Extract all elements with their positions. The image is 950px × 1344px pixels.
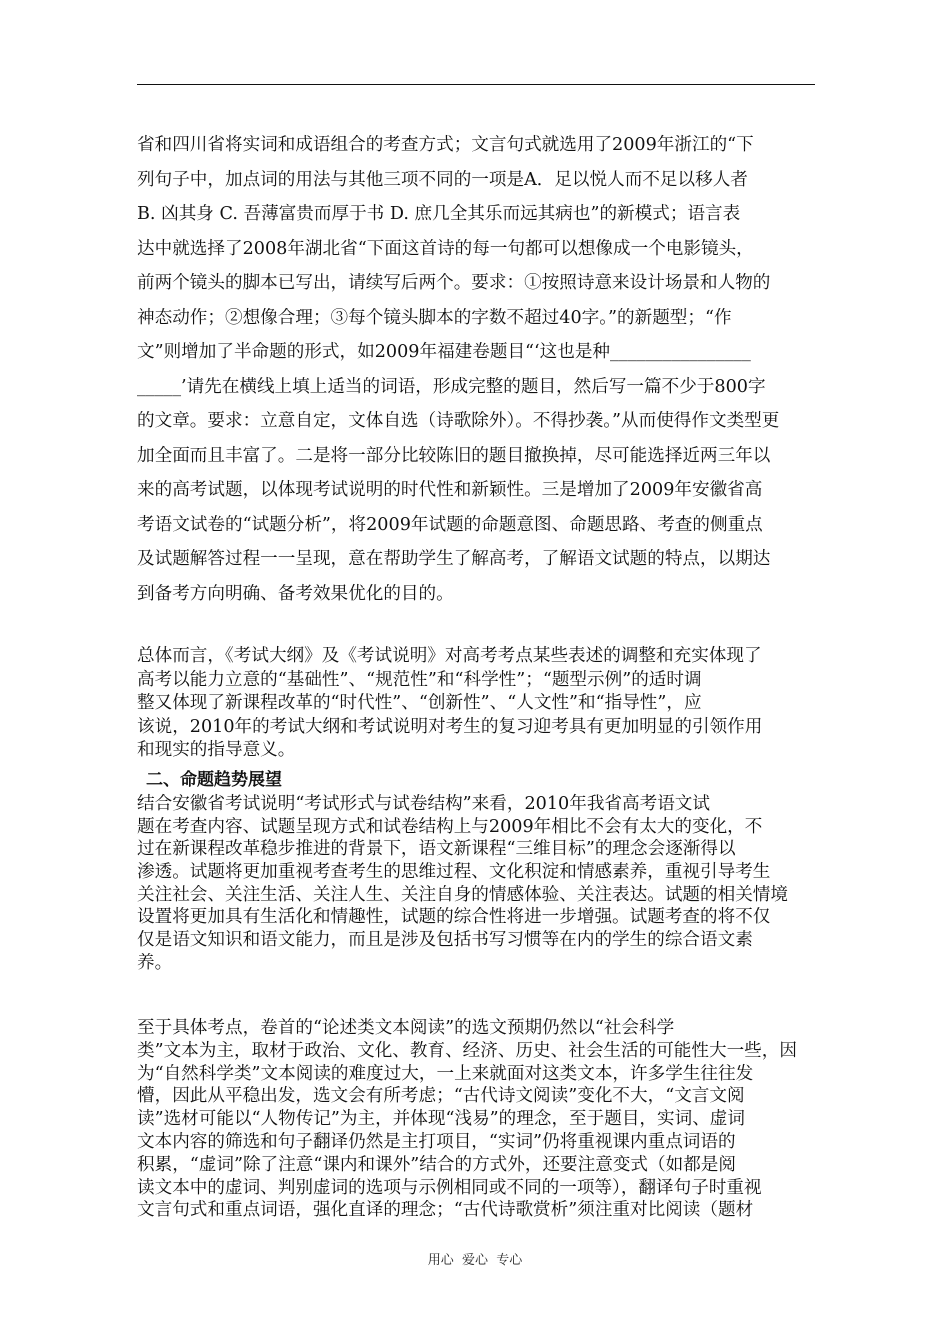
text-line: 关注社会、关注生活、关注人生、关注自身的情感体验、关注表达。试题的相关情境 [137, 884, 788, 905]
text-line: 过在新课程改革稳步推进的背景下，语文新课程“三维目标”的理念会逐渐得以 [137, 839, 736, 860]
text-line: 加全面而且丰富了。二是将一部分比较陈旧的题目撤换掉，尽可能选择近两三年以 [137, 445, 771, 466]
text-line: 至于具体考点，卷首的“论述类文本阅读”的选文预期仍然以“社会科学 [137, 1018, 675, 1038]
page-footer: 用心 爱心 专心 [427, 1253, 523, 1268]
text-line: 和现实的指导意义。 [137, 740, 296, 760]
paragraph-trend [137, 793, 815, 975]
text-line: 文本内容的筛选和句子翻译仍然是主打项目，“实词”仍将重视课内重点词语的 [137, 1131, 736, 1152]
text-line: 渗透。试题将更加重视考查考生的思维过程、文化积淀和情感素养，重视引导考生 [137, 862, 771, 883]
text-line: _____’请先在横线上填上适当的词语，形成完整的题目，然后写一篇不少于800字 [137, 376, 766, 397]
text-line: 为“自然科学类”文本阅读的难度过大，一上来就面对这类文本，许多学生往往发 [137, 1063, 754, 1084]
text-line: 养。 [137, 952, 173, 973]
text-line: 题在考查内容、试题呈现方式和试卷结构上与2009年相比不会有太大的变化，不 [137, 816, 763, 837]
text-line: 积累，“虚词”除了注意“课内和课外”结合的方式外，还要注意变式（如都是阅 [137, 1154, 736, 1175]
text-line: 该说，2010年的考试大纲和考试说明对考生的复习迎考具有更加明显的引领作用 [137, 716, 763, 737]
text-line: 类”文本为主，取材于政治、文化、教育、经济、历史、社会生活的可能性大一些，因 [137, 1040, 797, 1061]
text-line: 读”选材可能以“人物传记”为主，并体现“浅易”的理念，至于题目，实词、虚词 [137, 1109, 745, 1130]
text-line: 总体而言，《考试大纲》及《考试说明》对高考考点某些表述的调整和充实体现了 [137, 646, 762, 666]
text-line: 省和四川省将实词和成语组合的考查方式；文言句式就选用了2009年浙江的“下 [137, 135, 754, 155]
text-line: 达中就选择了2008年湖北省“下面这首诗的每一句都可以想像成一个电影镜头， [137, 238, 754, 259]
text-line: 高考以能力立意的“基础性”、“规范性”和“科学性”；“题型示例”的适时调 [137, 669, 702, 690]
text-line: 神态动作；②想像合理；③每个镜头脚本的字数不超过40字。”的新题型；“作 [137, 307, 732, 328]
text-line: 文”则增加了半命题的形式，如2009年福建卷题目“‘这也是种________________ [137, 342, 751, 362]
text-line: 到备考方向明确、备考效果优化的目的。 [137, 583, 454, 604]
text-line: 结合安徽省考试说明“考试形式与试卷结构”来看，2010年我省高考语文试 [137, 794, 710, 814]
paragraph-summary [137, 645, 815, 763]
text-line: 及试题解答过程一一呈现，意在帮助学生了解高考，了解语文试题的特点，以期达 [137, 549, 771, 569]
text-line: B. 凶其身 C. 吾薄富贵而厚于书 D. 庶几全其乐而远其病也”的新模式；语言表 [137, 204, 741, 224]
header-rule [137, 84, 815, 85]
text-line: 文言句式和重点词语，强化直译的理念；“古代诗歌赏析”须注重对比阅读（题材 [137, 1200, 754, 1221]
text-line: 仅是语文知识和语文能力，而且是涉及包括书写习惯等在内的学生的综合语文素 [137, 930, 753, 951]
section-heading: 二、命题趋势展望 [146, 770, 282, 790]
text-line: 前两个镜头的脚本已写出，请续写后两个。要求：①按照诗意来设计场景和人物的 [137, 273, 771, 293]
text-line: 读文本中的虚词、判别虚词的选项与示例相同或不同的一项等），翻译句子时重视 [137, 1177, 762, 1198]
text-line: 整又体现了新课程改革的“时代性”、“创新性”、“人文性”和“指导性”，应 [137, 693, 702, 713]
text-line: 列句子中，加点词的用法与其他三项不同的一项是A．足以悦人而不足以移人者 [137, 169, 748, 190]
text-line: 的文章。要求：立意自定，文体自选（诗歌除外）。不得抄袭。”从而使得作文类型更 [137, 411, 780, 431]
text-line: 设置将更加具有生活化和情趣性，试题的综合性将进一步增强。试题考查的将不仅 [137, 907, 771, 928]
paragraph-continued [137, 128, 815, 611]
paragraph-specific-points [137, 1017, 815, 1222]
text-line: 懵，因此从平稳出发，选文会有所考虑；“古代诗文阅读”变化不大，“文言文阅 [137, 1086, 745, 1107]
text-line: 考语文试卷的“试题分析”，将2009年试题的命题意图、命题思路、考查的侧重点 [137, 514, 763, 535]
text-line: 来的高考试题，以体现考试说明的时代性和新颖性。三是增加了2009年安徽省高 [137, 480, 763, 500]
